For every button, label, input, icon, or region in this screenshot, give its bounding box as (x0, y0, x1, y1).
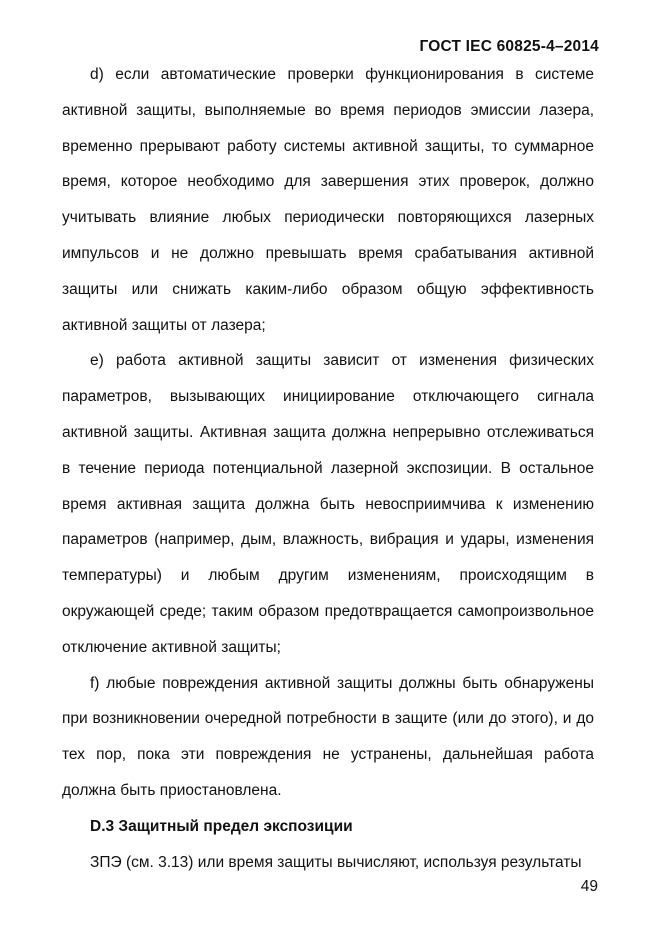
paragraph-e: e) работа активной защиты зависит от изменения физических параметров, вызывающих инициирование отключающего сигнала активной защиты. Активная защита должна непрерывно отслеживаться в течение периода потенциальной лазерной экспозиции. В остальное время активная защита должна быть невосприимчива к изменению параметров (например, дым, влажность, вибрация и удары, изменения температуры) и любым другим изменениям, происходящим в окружающей среде; таким образом предотвращается самопроизвольное отключение активной защиты; (62, 352, 594, 656)
standard-header: ГОСТ IEC 60825-4–2014 (419, 38, 599, 55)
paragraph-f: f) любые повреждения активной защиты должны быть обнаружены при возникновении очередной потребности в защите (или до этого), и до тех пор, пока эти повреждения не устранены, дальнейшая работа должна быть приостановлена. (62, 674, 594, 799)
page-number: 49 (580, 878, 598, 895)
document-body (62, 57, 594, 880)
paragraph-d: d) если автоматические проверки функционирования в системе активной защиты, выполняемые во время периодов эмиссии лазера, временно прерывают работу системы активной защиты, то суммарное время, которое необходимо для завершения этих проверок, должно учитывать влияние любых периодически повторяющихся лазерных импульсов и не должно превышать время срабатывания активной защиты или снижать каким-либо образом общую эффективность активной защиты от лазера; (62, 66, 594, 334)
section-paragraph: ЗПЭ (см. 3.13) или время защиты вычисляют, используя результаты (90, 853, 582, 871)
section-heading: D.3 Защитный предел экспозиции (90, 817, 353, 835)
